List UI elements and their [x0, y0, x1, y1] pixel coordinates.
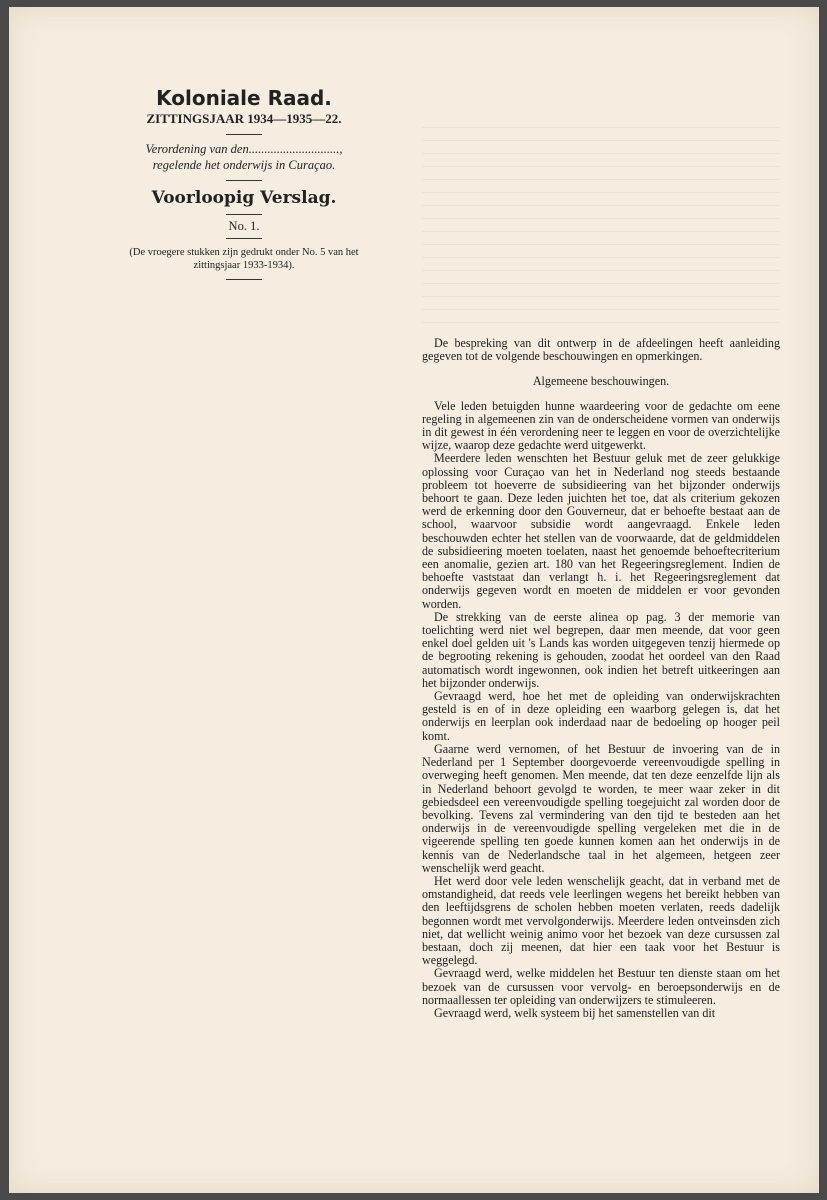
divider [226, 238, 262, 239]
previous-documents-note: (De vroegere stukken zijn gedrukt onder No. 5 van het zittingsjaar 1933-1934). [129, 247, 359, 271]
council-title: Koloniale Raad. [156, 86, 332, 110]
ordinance-title-line-1: Verordening van den............................., [145, 142, 343, 156]
bleed-through-text [422, 127, 780, 327]
divider [226, 214, 262, 215]
document-page [9, 7, 819, 1193]
report-body [422, 337, 780, 1020]
intro-paragraph: De bespreking van dit ontwerp in de afdeelingen heeft aanleiding gegeven tot de volgende beschouwingen en opmerkingen. [422, 336, 780, 364]
body-paragraph: Gaarne werd vernomen, of het Bestuur de invoering van de in Nederland per 1 September doorgevoerde vereenvoudigde spelling in overweging heeft genomen. Men meende, dat ten deze eenzelfde lijn als in Nederland behoort gevolgd te worden, te meer waar zeker in dit gebiedsdeel een vereenvoudigde spelling toegejuicht zal worden door de bevolking. Tevens zal vermindering van den tijd te besteden aan het onderwijs in de vereenvoudigde spelling vergeleken met die in de vigeerende spelling ten goede kunnen komen aan het onderwijs in de kennis van de Nederlandsche taal in het algemeen, hetgeen zeer wenschelijk werd geacht. [422, 741, 780, 875]
report-number: No. 1. [228, 219, 260, 234]
report-title: Voorloopig Verslag. [151, 188, 337, 209]
divider [226, 180, 262, 181]
divider [226, 279, 262, 280]
body-paragraph: Meerdere leden wenschten het Bestuur geluk met de zeer gelukkige oplossing voor Curaçao van het in Nederland nog steeds bestaande probleem tot hoeverre de subsidieering van het bijzonder onderwijs behoort te gaan. Deze leden juichten het toe, dat als criterium gekozen werd de erkenning door den Gouverneur, dat er behoefte bestaat aan de school, waarvoor subsidie wordt aangevraagd. Enkele leden beschouwden echter het stellen van de voorwaarde, dat de geldmiddelen de subsidieering moeten toelaten, naast het genoemde behoeftecriterium een anomalie, gezien art. 180 van het Regeeringsreglement. Indien de behoefte vaststaat dan verlangt h. i. het Regeeringsreglement dat onderwijs gegeven wordt en moeten de middelen er voor gevonden worden. [422, 451, 780, 611]
body-paragraph: Gevraagd werd, welke middelen het Bestuur ten dienste staan om het bezoek van de cursussen voor vervolg- en beroepsonderwijs en de normaallessen ter opleiding van onderwijzers te stimuleeren. [422, 966, 780, 1007]
document-header [109, 87, 379, 287]
body-paragraph: Gevraagd werd, welk systeem bij het samenstellen van dit [434, 1005, 716, 1020]
section-heading: Algemeene beschouwingen. [532, 374, 670, 389]
body-paragraph: Het werd door vele leden wenschelijk geacht, dat in verband met de omstandigheid, dat reeds vele leerlingen wegens het bereikt hebben van den leeftijdsgrens de scholen hebben moeten verlaten, reeds dadelijk begonnen wordt met vervolgonderwijs. Meerdere leden ontveinsden zich niet, dat wellicht weinig animo voor het bezoek van deze cursussen zal bestaan, doch zij meenen, dat hier een taak voor het Bestuur is weggelegd. [422, 873, 780, 968]
body-paragraph: Vele leden betuigden hunne waardeering voor de gedachte om eene regeling in algemeenen zin van de onderscheidene vormen van onderwijs in dit gewest in één verordening neer te leggen en voor de overzichtelijke wijze, waarop deze gedachte werd uitgewerkt. [422, 398, 780, 453]
body-paragraph: De strekking van de eerste alinea op pag. 3 der memorie van toelichting werd niet wel begrepen, daar men meende, dat voor geen enkel doel gelden uit 's Lands kas worden uitgegeven tenzij hiermede op de begrooting rekening is gehouden, zoodat het oordeel van den Raad automatisch wordt ingewonnen, ook indien het betreft uitkeeringen aan het bijzonder onderwijs. [422, 609, 780, 690]
body-paragraph: Gevraagd werd, hoe het met de opleiding van onderwijskrachten gesteld is en of in deze opleiding een waarborg gelegen is, dat het onderwijs en leerplan ook inderdaad naar de bedoeling op hooger peil komt. [422, 689, 780, 743]
session-year: ZITTINGSJAAR 1934—1935—22. [146, 111, 342, 126]
divider [226, 134, 262, 135]
ordinance-title-line-2: regelende het onderwijs in Curaçao. [152, 157, 336, 172]
